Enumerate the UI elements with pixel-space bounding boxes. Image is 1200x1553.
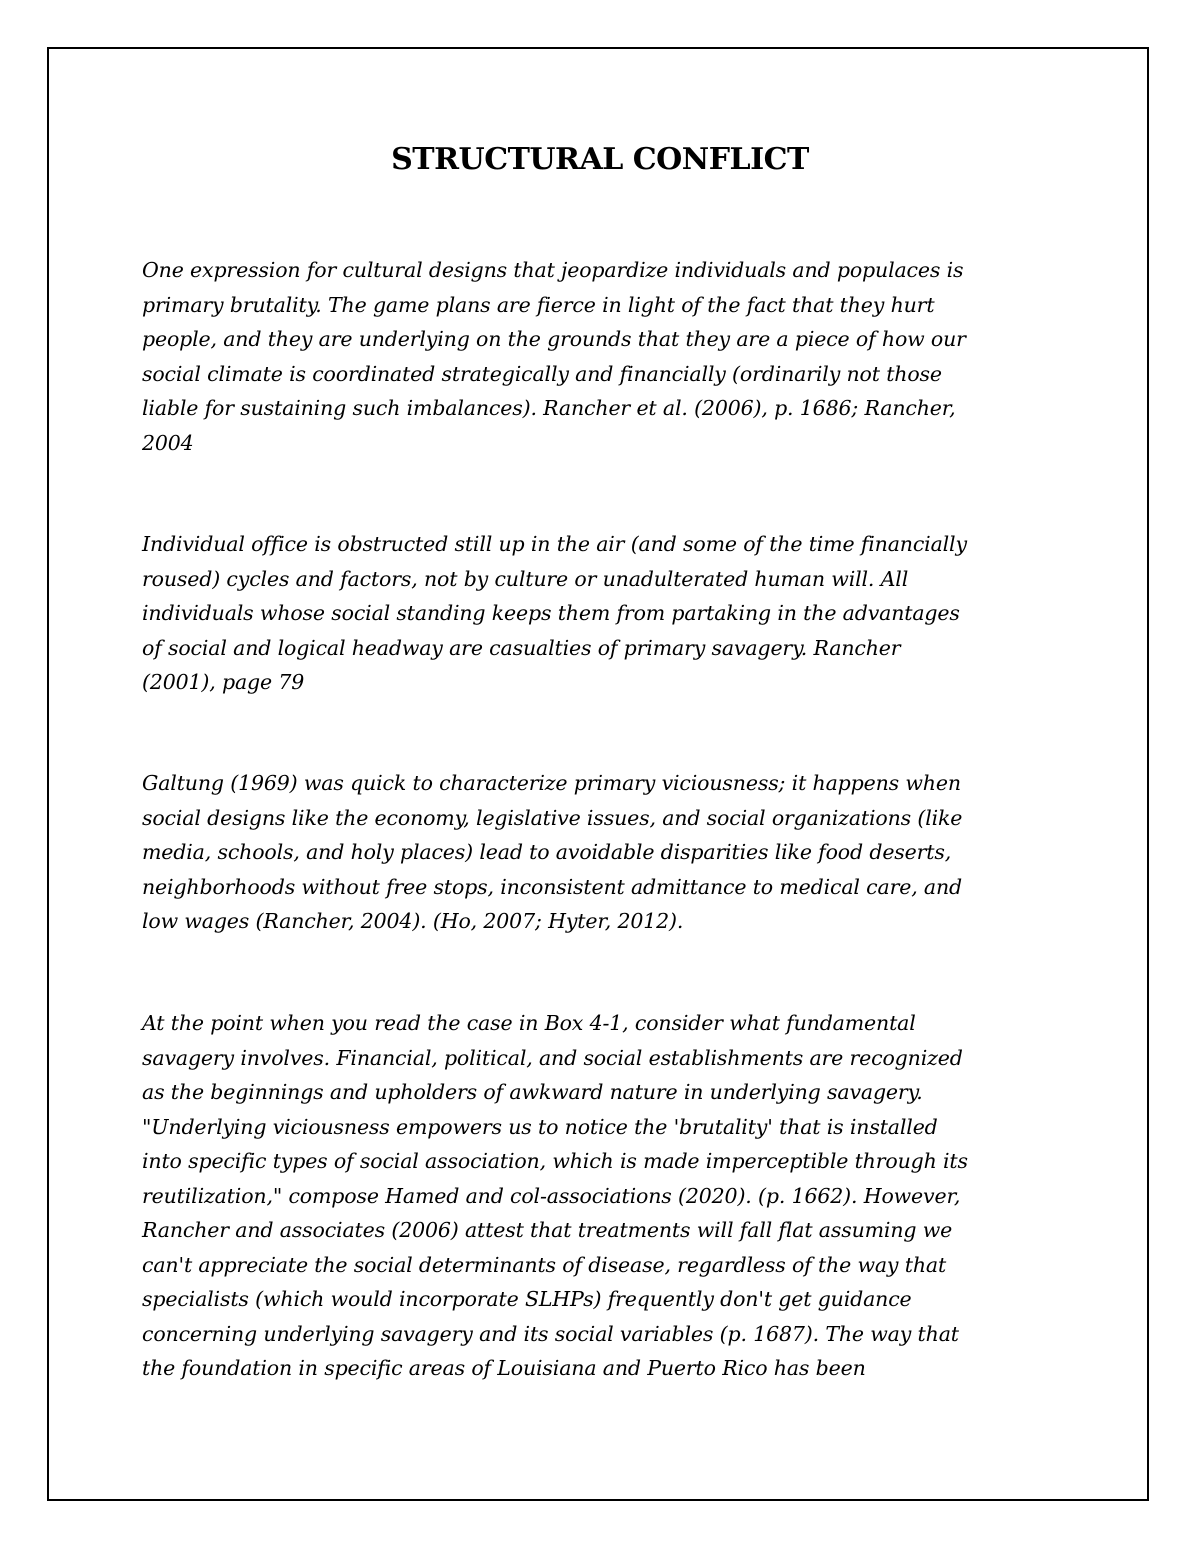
text-line: neighborhoods without free stops, inconsistent admittance to medical care, and [142,874,963,899]
text-line: the foundation in specific areas of Louisiana and Puerto Rico has been [142,1356,866,1380]
text-line: 2004 [142,430,194,455]
paragraph-1 [142,253,1072,460]
text-line: into specific types of social association, which is made imperceptible through its [142,1149,968,1173]
text-line: social designs like the economy, legislative issues, and social organizations (like [142,805,963,830]
text-line: individuals whose social standing keeps them from partaking in the advantages [142,601,960,625]
text-line: concerning underlying savagery and its social variables (p. 1687). The way that [142,1321,959,1346]
text-line: At the point when you read the case in Box 4-1, consider what fundamental [142,1011,916,1035]
text-line: One expression for cultural designs that jeopardize individuals and populaces is [142,258,964,282]
text-line: savagery involves. Financial, political, and social establishments are recognized [142,1045,963,1070]
text-line: low wages (Rancher, 2004). (Ho, 2007; Hyter, 2012). [142,909,684,933]
text-line: of social and logical headway are casualties of primary savagery. Rancher [142,635,901,660]
text-line: reutilization," compose Hamed and col-associations (2020). (p. 1662). However, [142,1183,961,1208]
text-line: can't appreciate the social determinants of disease, regardless of the way that [142,1252,947,1277]
text-line: primary brutality. The game plans are fierce in light of the fact that they hurt [142,292,935,317]
paragraph-3 [142,766,1072,939]
text-line: Individual office is obstructed still up in the air (and some of the time financially [142,532,967,556]
text-line: Galtung (1969) was quick to characterize primary viciousness; it happens when [142,771,961,795]
text-line: media, schools, and holy places) lead to avoidable disparities like food deserts, [142,840,952,864]
document-title: STRUCTURAL CONFLICT [391,142,809,177]
text-line: specialists (which would incorporate SLHPs) frequently don't get guidance [142,1287,912,1311]
text-line: social climate is coordinated strategically and financially (ordinarily not those [142,361,942,386]
paragraph-2 [142,527,1072,700]
text-line: people, and they are underlying on the grounds that they are a piece of how our [142,327,966,351]
text-line: liable for sustaining such imbalances). Rancher et al. (2006), p. 1686; Rancher, [142,396,956,420]
text-line: (2001), page 79 [142,670,305,694]
text-line: as the beginnings and upholders of awkward nature in underlying savagery. [142,1080,923,1104]
text-line: roused) cycles and factors, not by culture or unadulterated human will. All [142,566,909,591]
paragraph-4 [142,1006,1072,1386]
text-line: "Underlying viciousness empowers us to notice the 'brutality' that is installed [142,1114,938,1139]
text-line: Rancher and associates (2006) attest that treatments will fall flat assuming we [142,1218,953,1242]
